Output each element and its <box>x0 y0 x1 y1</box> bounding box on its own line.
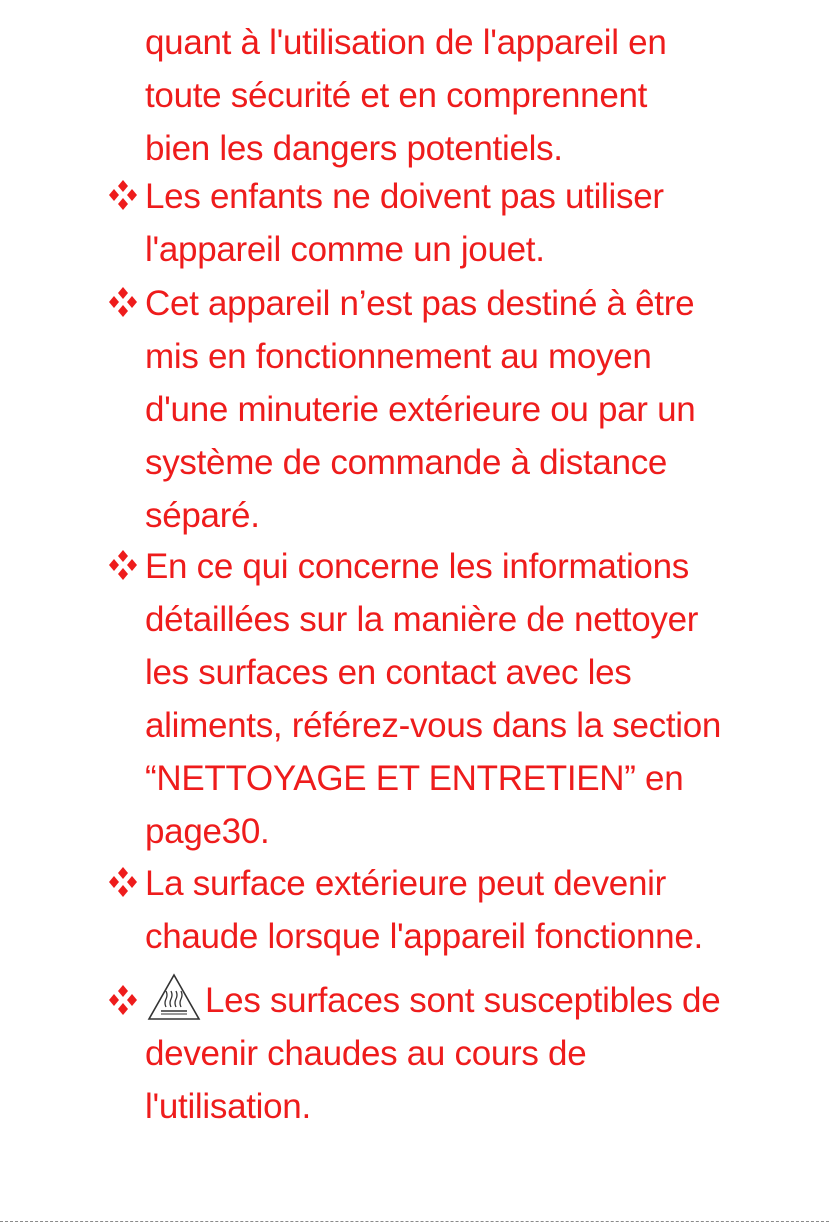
item-1-line-1: Les enfants ne doivent pas utiliser <box>145 177 664 216</box>
bullet-icon <box>106 983 140 1017</box>
bullet-icon <box>106 178 140 212</box>
item-2-line-5: séparé. <box>145 496 260 535</box>
item-5-line-2: devenir chaudes au cours de <box>145 1034 587 1073</box>
bullet-icon <box>106 865 140 899</box>
bullet-icon <box>106 548 140 582</box>
item-1-line-2: l'appareil comme un jouet. <box>145 230 545 269</box>
intro-line-2: toute sécurité et en comprennent <box>145 76 648 115</box>
intro-line-3: bien les dangers potentiels. <box>145 129 563 168</box>
item-5-line-3: l'utilisation. <box>145 1087 311 1126</box>
item-4-line-1: La surface extérieure peut devenir <box>145 864 666 903</box>
footer-rule <box>0 1221 829 1222</box>
intro-line-1: quant à l'utilisation de l'appareil en <box>145 23 667 62</box>
item-3-line-4: aliments, référez-vous dans la section <box>145 706 722 745</box>
item-5-line-1: Les surfaces sont susceptibles de <box>205 981 721 1020</box>
item-4-line-2: chaude lorsque l'appareil fonctionne. <box>145 917 703 956</box>
bullet-icon <box>106 285 140 319</box>
item-2-line-2: mis en fonctionnement au moyen <box>145 337 652 376</box>
item-3-line-2: détaillées sur la manière de nettoyer <box>145 600 699 639</box>
item-3-line-3: les surfaces en contact avec les <box>145 653 632 692</box>
item-3-line-1: En ce qui concerne les informations <box>145 547 689 586</box>
item-2-line-3: d'une minuterie extérieure ou par un <box>145 390 696 429</box>
item-3-line-6: page30. <box>145 812 270 851</box>
item-2-line-1: Cet appareil n’est pas destiné à être <box>145 284 695 323</box>
item-3-line-5: “NETTOYAGE ET ENTRETIEN” en <box>145 759 684 798</box>
item-2-line-4: système de commande à distance <box>145 443 668 482</box>
hot-surface-warning-icon <box>147 973 201 1023</box>
